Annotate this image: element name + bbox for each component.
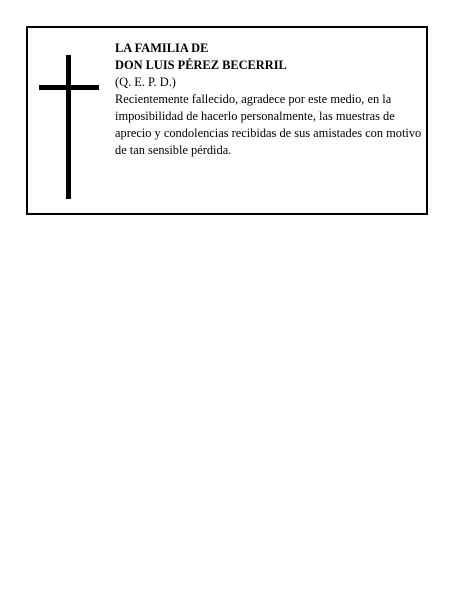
notice-body: Recientemente fallecido, agradece por este medio, en la imposibilidad de hacerlo personalmente, las muestras de aprecio y condolencias recibidas de sus amistades con motivo de tan sensible pérdida.	[115, 92, 422, 157]
notice-heading-name: DON LUIS PÉREZ BECERRIL	[115, 58, 287, 72]
notice-rip: (Q. E. P. D.)	[115, 75, 176, 89]
notice-text	[115, 40, 423, 159]
notice-heading-family: LA FAMILIA DE	[115, 41, 209, 55]
cross-icon	[39, 55, 99, 199]
obituary-notice	[26, 26, 428, 215]
cross-vertical-bar	[66, 55, 71, 199]
cross-horizontal-bar	[39, 85, 99, 90]
